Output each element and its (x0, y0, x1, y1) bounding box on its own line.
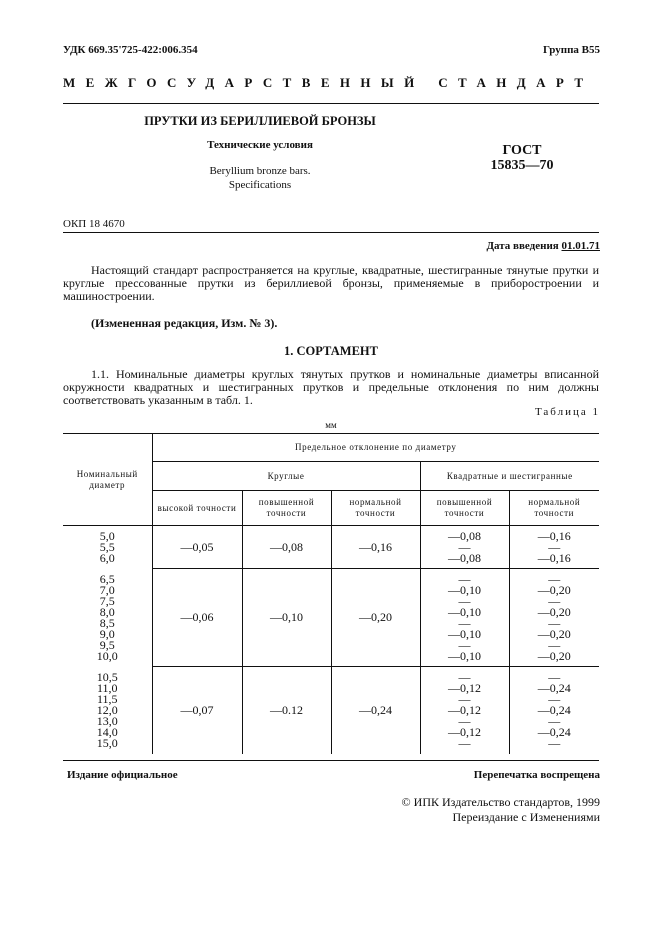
cell-line: 5,5 (99, 539, 115, 554)
gost-number: 15835—70 (490, 158, 554, 173)
cell-line: 11,0 (96, 680, 118, 695)
sub-round-high: высокой точности (152, 491, 242, 526)
cell-line: —0,12 (448, 724, 481, 739)
cell-line: — (548, 571, 561, 586)
cell-line: 15,0 (96, 735, 118, 750)
group-round: Круглые (152, 462, 420, 491)
scope-text: Настоящий стандарт распространяется на круглые, квадратные, шестигранные тянутые прутки и круглые прессованные прутки из бериллиевой бронзы, применяемые в приборостроении и машиностроении. (63, 263, 599, 303)
cell-line: —0,08 (448, 528, 481, 543)
table-unit: мм (325, 420, 337, 430)
title-divider (63, 232, 599, 233)
group-square-hex: Квадратные и шестигранные (420, 462, 599, 491)
round-normal-cell: —0,24 (331, 667, 420, 754)
cell-line: —0,20 (537, 582, 571, 597)
cell-line: — (548, 669, 561, 684)
group-code: Группа В55 (542, 44, 600, 56)
cell-line: —0,24 (537, 724, 571, 739)
footer-divider (63, 760, 599, 761)
square-increased-cell (420, 526, 509, 569)
reprint-prohibited: Перепечатка воспрещена (473, 769, 600, 781)
sub-round-normal: нормальной точности (331, 491, 420, 526)
cell-line: —0,12 (448, 680, 481, 695)
table-row (63, 526, 599, 569)
round-normal-cell: —0,16 (331, 526, 420, 569)
nominal-diameter-cell (63, 667, 152, 754)
cell-line: 6,0 (99, 550, 115, 565)
gost-label: ГОСТ (502, 143, 542, 158)
introduction-date-value: 01.01.71 (561, 240, 600, 252)
header-divider (63, 103, 599, 104)
cell-line: 7,0 (99, 582, 115, 597)
cell-line: — (458, 615, 471, 630)
tolerance-table (63, 433, 599, 754)
round-high-cell: —0,07 (152, 667, 242, 754)
scope-paragraph (63, 264, 599, 303)
official-edition: Издание официальное (67, 769, 178, 781)
cell-line: —0,16 (537, 528, 571, 543)
cell-line: 14,0 (96, 724, 118, 739)
cell-line: 9,5 (99, 637, 115, 652)
cell-line: —0,24 (537, 702, 571, 717)
col-tolerance: Предельное отклонение по диаметру (152, 434, 599, 462)
english-title-line2: Specifications (228, 179, 292, 191)
table-label: Таблица 1 (534, 406, 600, 418)
nominal-diameter-cell (63, 526, 152, 569)
reissue-note: Переиздание с Изменениями (452, 810, 600, 824)
cell-line: —0,10 (448, 648, 481, 663)
round-high-cell: —0,05 (152, 526, 242, 569)
nominal-diameter-cell (63, 569, 152, 667)
udk-code: УДК 669.35'725-422:006.354 (63, 44, 198, 56)
cell-line: —0,20 (537, 604, 571, 619)
sub-square-normal: нормальной точности (509, 491, 599, 526)
round-increased-cell: —0.12 (242, 667, 331, 754)
cell-line: — (458, 571, 471, 586)
copyright-block (402, 795, 600, 825)
round-increased-cell: —0,08 (242, 526, 331, 569)
square-increased-cell (420, 667, 509, 754)
cell-line: —0,12 (448, 702, 481, 717)
cell-line: —0,24 (537, 680, 571, 695)
round-increased-cell: —0,10 (242, 569, 331, 667)
cell-line: 8,5 (99, 615, 115, 630)
cell-line: 11,5 (96, 691, 118, 706)
cell-line: — (458, 637, 471, 652)
cell-line: —0,10 (448, 626, 481, 641)
english-title-line1: Beryllium bronze bars. (209, 165, 311, 177)
introduction-date (486, 240, 600, 252)
cell-line: — (458, 593, 471, 608)
cell-line: 8,0 (99, 604, 115, 619)
cell-line: —0,08 (448, 550, 481, 565)
clause-1-1-text: 1.1. Номинальные диаметры круглых тянутых прутков и номинальные диаметры вписанной окружности квадратных и шестигранных прутков и предельные отклонения по ним должны соответствовать указанным в табл. 1. (63, 367, 599, 407)
cell-line: — (548, 539, 561, 554)
round-high-cell: —0,06 (152, 569, 242, 667)
col-nominal-diameter: Номинальный диаметр (63, 434, 152, 526)
cell-line: —0,10 (448, 604, 481, 619)
standard-kind-heading: МЕЖГОСУДАРСТВЕННЫЙ СТАНДАРТ (63, 75, 594, 90)
cell-line: — (458, 691, 471, 706)
cell-line: 13,0 (96, 713, 118, 728)
cell-line: — (548, 713, 561, 728)
copyright: © ИПК Издательство стандартов, 1999 (401, 795, 600, 809)
square-normal-cell (509, 526, 599, 569)
sub-round-increased: повышенной точности (242, 491, 331, 526)
clause-1-1 (63, 368, 599, 407)
cell-line: — (548, 735, 561, 750)
cell-line: 10,5 (96, 669, 118, 684)
cell-line: —0,20 (537, 626, 571, 641)
cell-line: — (458, 735, 471, 750)
cell-line: — (458, 669, 471, 684)
document-subtitle: Технические условия (207, 139, 313, 151)
cell-line: 5,0 (99, 528, 115, 543)
cell-line: — (548, 593, 561, 608)
table-row (63, 667, 599, 754)
cell-line: — (458, 539, 471, 554)
cell-line: 12,0 (96, 702, 118, 717)
cell-line: 9,0 (99, 626, 115, 641)
document-title: ПРУТКИ ИЗ БЕРИЛЛИЕВОЙ БРОНЗЫ (144, 114, 376, 128)
gost-designation (470, 143, 574, 173)
cell-line: 7,5 (99, 593, 115, 608)
section-title: 1. СОРТАМЕНТ (284, 344, 378, 358)
cell-line: —0,16 (537, 550, 571, 565)
square-normal-cell (509, 569, 599, 667)
english-title (140, 164, 380, 192)
square-increased-cell (420, 569, 509, 667)
edit-note: (Измененная редакция, Изм. № 3). (91, 316, 278, 330)
cell-line: — (548, 691, 561, 706)
cell-line: 6,5 (99, 571, 115, 586)
round-normal-cell: —0,20 (331, 569, 420, 667)
table-row (63, 569, 599, 667)
okp-code: ОКП 18 4670 (63, 218, 125, 230)
cell-line: —0,10 (448, 582, 481, 597)
introduction-date-label: Дата введения (486, 240, 562, 252)
sub-square-increased: повышенной точности (420, 491, 509, 526)
cell-line: — (548, 637, 561, 652)
cell-line: —0,20 (537, 648, 571, 663)
square-normal-cell (509, 667, 599, 754)
cell-line: 10,0 (96, 648, 118, 663)
cell-line: — (548, 615, 561, 630)
cell-line: — (458, 713, 471, 728)
